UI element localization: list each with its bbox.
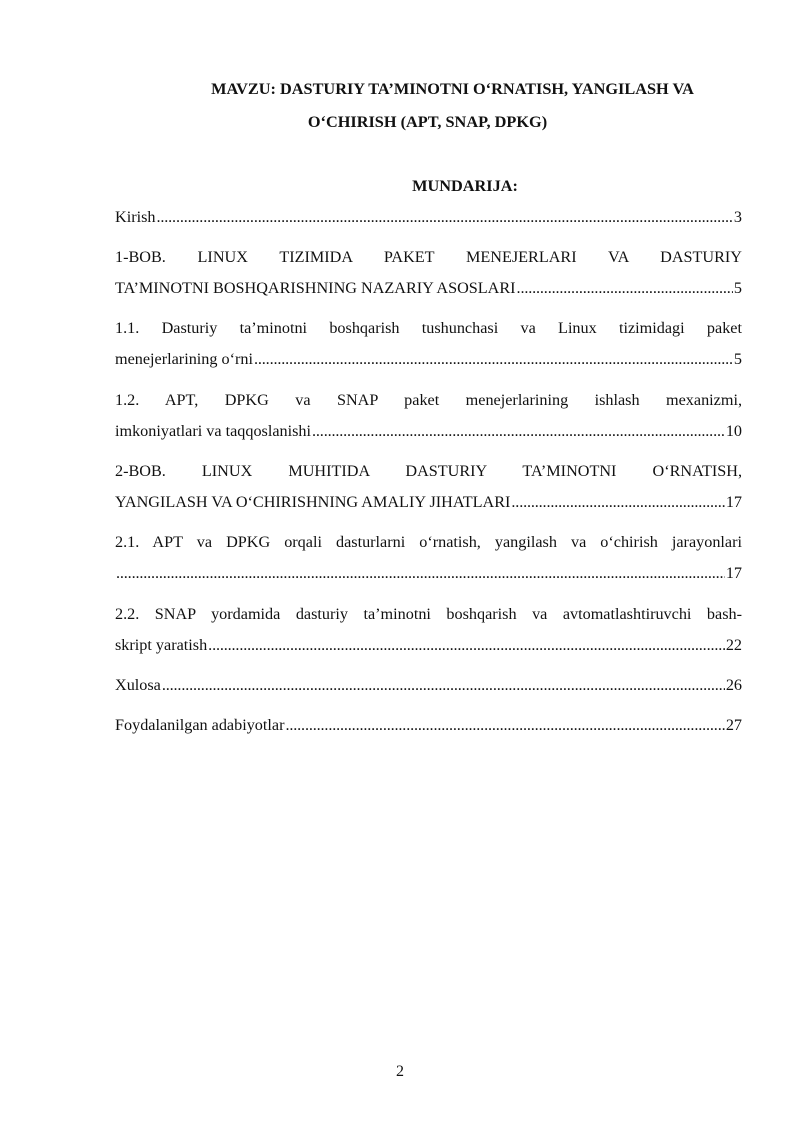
- toc-entry-label-cont: menejerlarining o‘rni: [115, 349, 253, 368]
- toc-page-number: 10: [725, 421, 742, 440]
- toc-page-number: 26: [725, 676, 742, 694]
- toc-entry-label: 2-BOB. LINUX MUHITIDA DASTURIY TA’MINOTNI O‘RNATISH,: [115, 462, 742, 480]
- toc-page-number: 17: [725, 563, 742, 582]
- toc-page-number: 22: [725, 635, 742, 654]
- toc-entry-section-1-1[interactable]: [115, 313, 742, 374]
- toc-page-number: 27: [725, 716, 742, 734]
- toc-entry-label-cont: imkoniyatlari va taqqoslanishi: [115, 421, 312, 440]
- toc-entry-section-2-2[interactable]: [115, 599, 742, 660]
- toc-entry-section-1-2[interactable]: [115, 385, 742, 446]
- dot-leader: [511, 487, 724, 518]
- dot-leader: [116, 558, 725, 589]
- toc-page-number: 17: [725, 492, 742, 511]
- dot-leader: [285, 710, 724, 741]
- toc-page-number: 5: [733, 349, 742, 368]
- toc-page-number: 5: [733, 278, 742, 297]
- toc-entry-label: Foydalanilgan adabiyotlar: [115, 716, 285, 734]
- toc-entry-label-cont: skript yaratish: [115, 635, 208, 654]
- page-number: 2: [396, 1063, 404, 1080]
- dot-leader: [208, 630, 725, 661]
- toc-entry-label-cont: TA’MINOTNI BOSHQARISHNING NAZARIY ASOSLARI: [115, 278, 516, 297]
- toc-entry-label: Kirish: [115, 208, 156, 226]
- toc-entry-references[interactable]: [115, 710, 742, 741]
- toc-entry-label: 2.2. SNAP yordamida dasturiy ta’minotni boshqarish va avtomatlashtiruvchi bash-: [115, 605, 742, 623]
- toc-entry-label: 2.1. APT va DPKG orqali dasturlarni o‘rnatish, yangilash va o‘chirish jarayonlari: [115, 533, 742, 551]
- toc-entry-kirish[interactable]: [115, 202, 742, 233]
- toc-entry-xulosa[interactable]: [115, 670, 742, 701]
- dot-leader: [162, 670, 725, 701]
- toc-entry-label: 1-BOB. LINUX TIZIMIDA PAKET MENEJERLARI VA DASTURIY: [115, 248, 742, 266]
- toc-entry-label: 1.1. Dasturiy ta’minotni boshqarish tushunchasi va Linux tizimidagi paket: [115, 319, 742, 337]
- toc-entry-label: Xulosa: [115, 676, 161, 694]
- dot-leader: [156, 202, 732, 233]
- toc-entry-chapter-2[interactable]: [115, 456, 742, 517]
- dot-leader: [517, 273, 733, 304]
- toc-heading: MUNDARIJA:: [412, 176, 518, 195]
- dot-leader: [312, 416, 725, 447]
- toc-entry-label: 1.2. APT, DPKG va SNAP paket menejerlarining ishlash mexanizmi,: [115, 391, 742, 409]
- toc-page-number: 3: [733, 208, 742, 226]
- toc-entry-label-cont: YANGILASH VA O‘CHIRISHNING AMALIY JIHATLARI: [115, 492, 511, 511]
- document-title-line-2: O‘CHIRISH (APT, SNAP, DPKG): [307, 112, 548, 131]
- dot-leader: [254, 344, 733, 375]
- document-title-line-1: MAVZU: DASTURIY TA’MINOTNI O‘RNATISH, YANGILASH VA: [211, 79, 694, 98]
- toc-entry-section-2-1[interactable]: [115, 527, 742, 588]
- toc-entry-chapter-1[interactable]: [115, 242, 742, 303]
